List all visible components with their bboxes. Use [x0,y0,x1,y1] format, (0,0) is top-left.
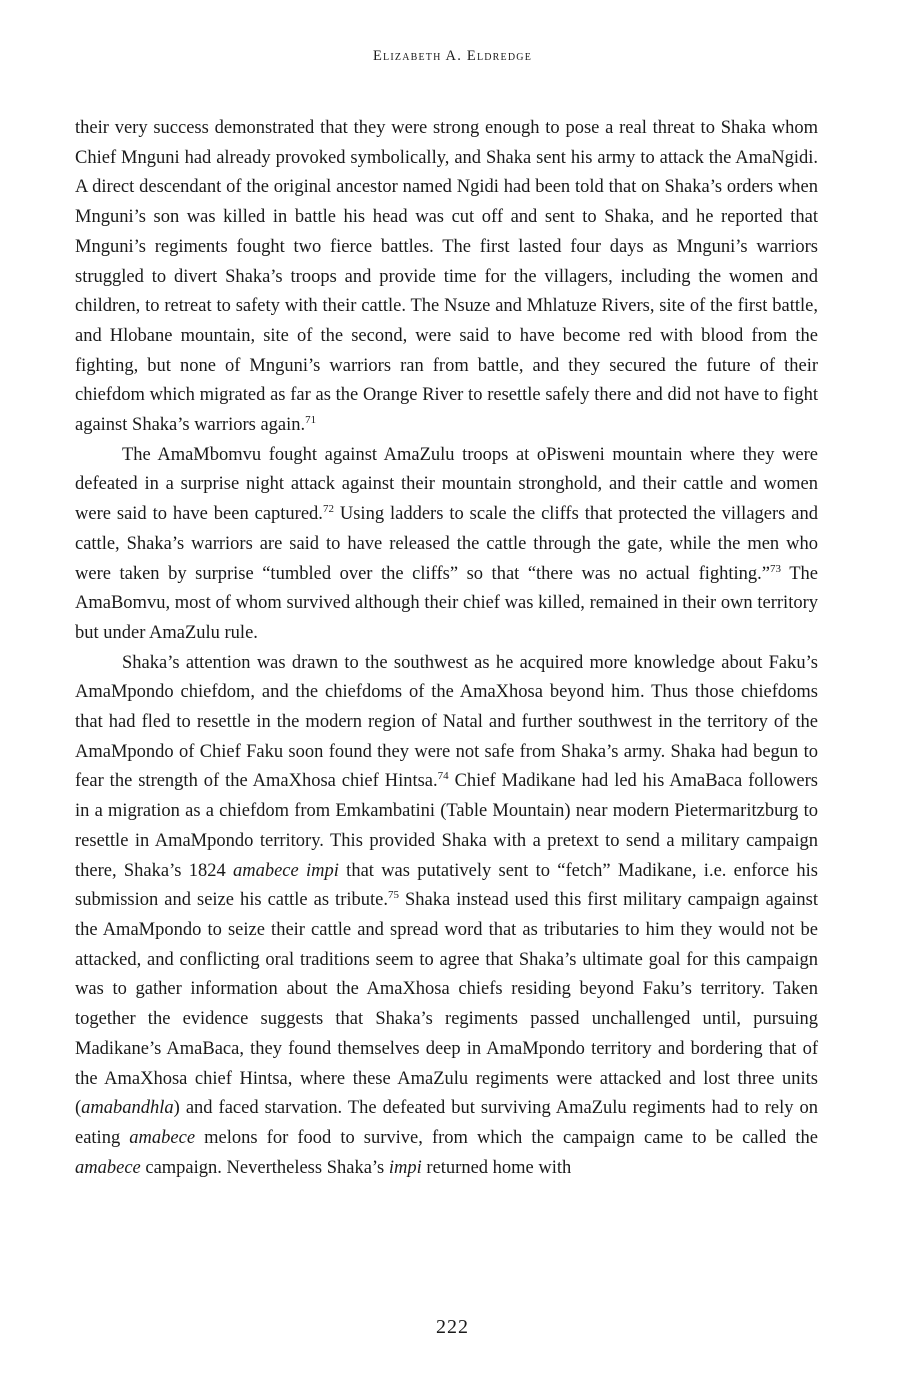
text-run: Using ladders to scale the cliffs that protected the villagers and cattle, Shaka’s warriors are said to have released the cattle through the gate, while the men who were taken by surprise “tumbled over the cliffs” so that “there was no actual fighting.” [75,504,818,584]
text-run: campaign. Nevertheless Shaka’s [140,1157,389,1178]
page-number: 222 [436,1316,469,1338]
italic-term: amabece impi [232,860,339,881]
footnote-ref-75[interactable]: 75 [387,889,399,902]
italic-term: amabandhla [81,1098,174,1119]
text-run: melons for food to survive, from which the campaign came to be called the [195,1127,818,1148]
footnote-ref-71[interactable]: 71 [305,414,317,427]
italic-term: amabece [75,1157,141,1178]
italic-term: impi [388,1157,422,1178]
text-run: that was putatively sent to “fetch” Madikane, i.e. enforce his submission and seize his cattle as tribute. [75,860,818,911]
text-run: ) and faced starvation. The defeated but surviving AmaZulu regiments had to rely on eating [75,1098,818,1148]
body-text [75,114,818,1183]
text-run: their very success demonstrated that they were strong enough to pose a real threat to Shaka whom Chief Mnguni had already provoked symbolically, and Shaka sent his army to attack the AmaNgidi. A direct descendant of the original ancestor named Ngidi had been told that on Shaka’s orders when Mnguni’s son was killed in battle his head was cut off and sent to Shaka, and he reported that Mnguni’s regiments fought two fierce battles. The first lasted four days as Mnguni’s warriors struggled to divert Shaka’s troops and provide time for the villagers, including the women and children, to retreat to safety with their cattle. The Nsuze and Mhlatuze Rivers, site of the first battle, and Hlobane mountain, site of the second, were said to have become red with blood from the fighting, but none of Mnguni’s warriors ran from battle, and they secured the future of their chiefdom which migrated as far as the Orange River to resettle safely there and did not have to fight against Shaka’s warriors again. [75,118,818,436]
text-run: Shaka instead used this first military campaign against the AmaMpondo to seize their cattle and spread word that as tributaries to him they would not be attacked, and conflicting oral traditions seem to agree that Shaka’s ultimate goal for this campaign was to gather information about the AmaXhosa chiefs residing beyond Faku’s territory. Taken together the evidence suggests that Shaka’s regiments passed unchallenged until, pursuing Madikane’s AmaBaca, they found themselves deep in AmaMpondo territory and bordering that of the AmaXhosa chief Hintsa, where these AmaZulu regiments were attacked and lost three units ( [75,890,818,1119]
paragraph-3 [75,649,818,1184]
text-run: The AmaBomvu, most of whom survived although their chief was killed, remained in their own territory but under AmaZulu rule. [75,563,818,643]
footnote-ref-74[interactable]: 74 [437,770,449,783]
footnote-ref-72[interactable]: 72 [322,503,334,516]
paragraph-2 [75,441,818,649]
footnote-ref-73[interactable]: 73 [770,562,782,575]
paragraph-1 [75,114,818,441]
running-head: Elizabeth A. Eldredge [373,48,532,64]
text-run: The AmaMbomvu fought against AmaZulu troops at oPisweni mountain where they were defeated in a surprise night attack against their mountain stronghold, and their cattle and women were said to have been captured. [75,444,818,525]
text-run: Shaka’s attention was drawn to the southwest as he acquired more knowledge about Faku’s AmaMpondo chiefdom, and the chiefdoms of the AmaXhosa beyond him. Thus those chiefdoms that had fled to resettle in the modern region of Natal and further southwest in the territory of the AmaMpondo of Chief Faku soon found they were not safe from Shaka’s army. Shaka had begun to fear the strength of the AmaXhosa chief Hintsa. [75,652,818,792]
text-run: Chief Madikane had led his AmaBaca followers in a migration as a chiefdom from Emkambatini (Table Mountain) near modern Pietermaritzburg to resettle in AmaMpondo territory. This provided Shaka with a pretext to send a military campaign there, Shaka’s 1824 [75,771,818,881]
italic-term: amabece [129,1127,196,1148]
text-run: returned home with [421,1157,572,1178]
